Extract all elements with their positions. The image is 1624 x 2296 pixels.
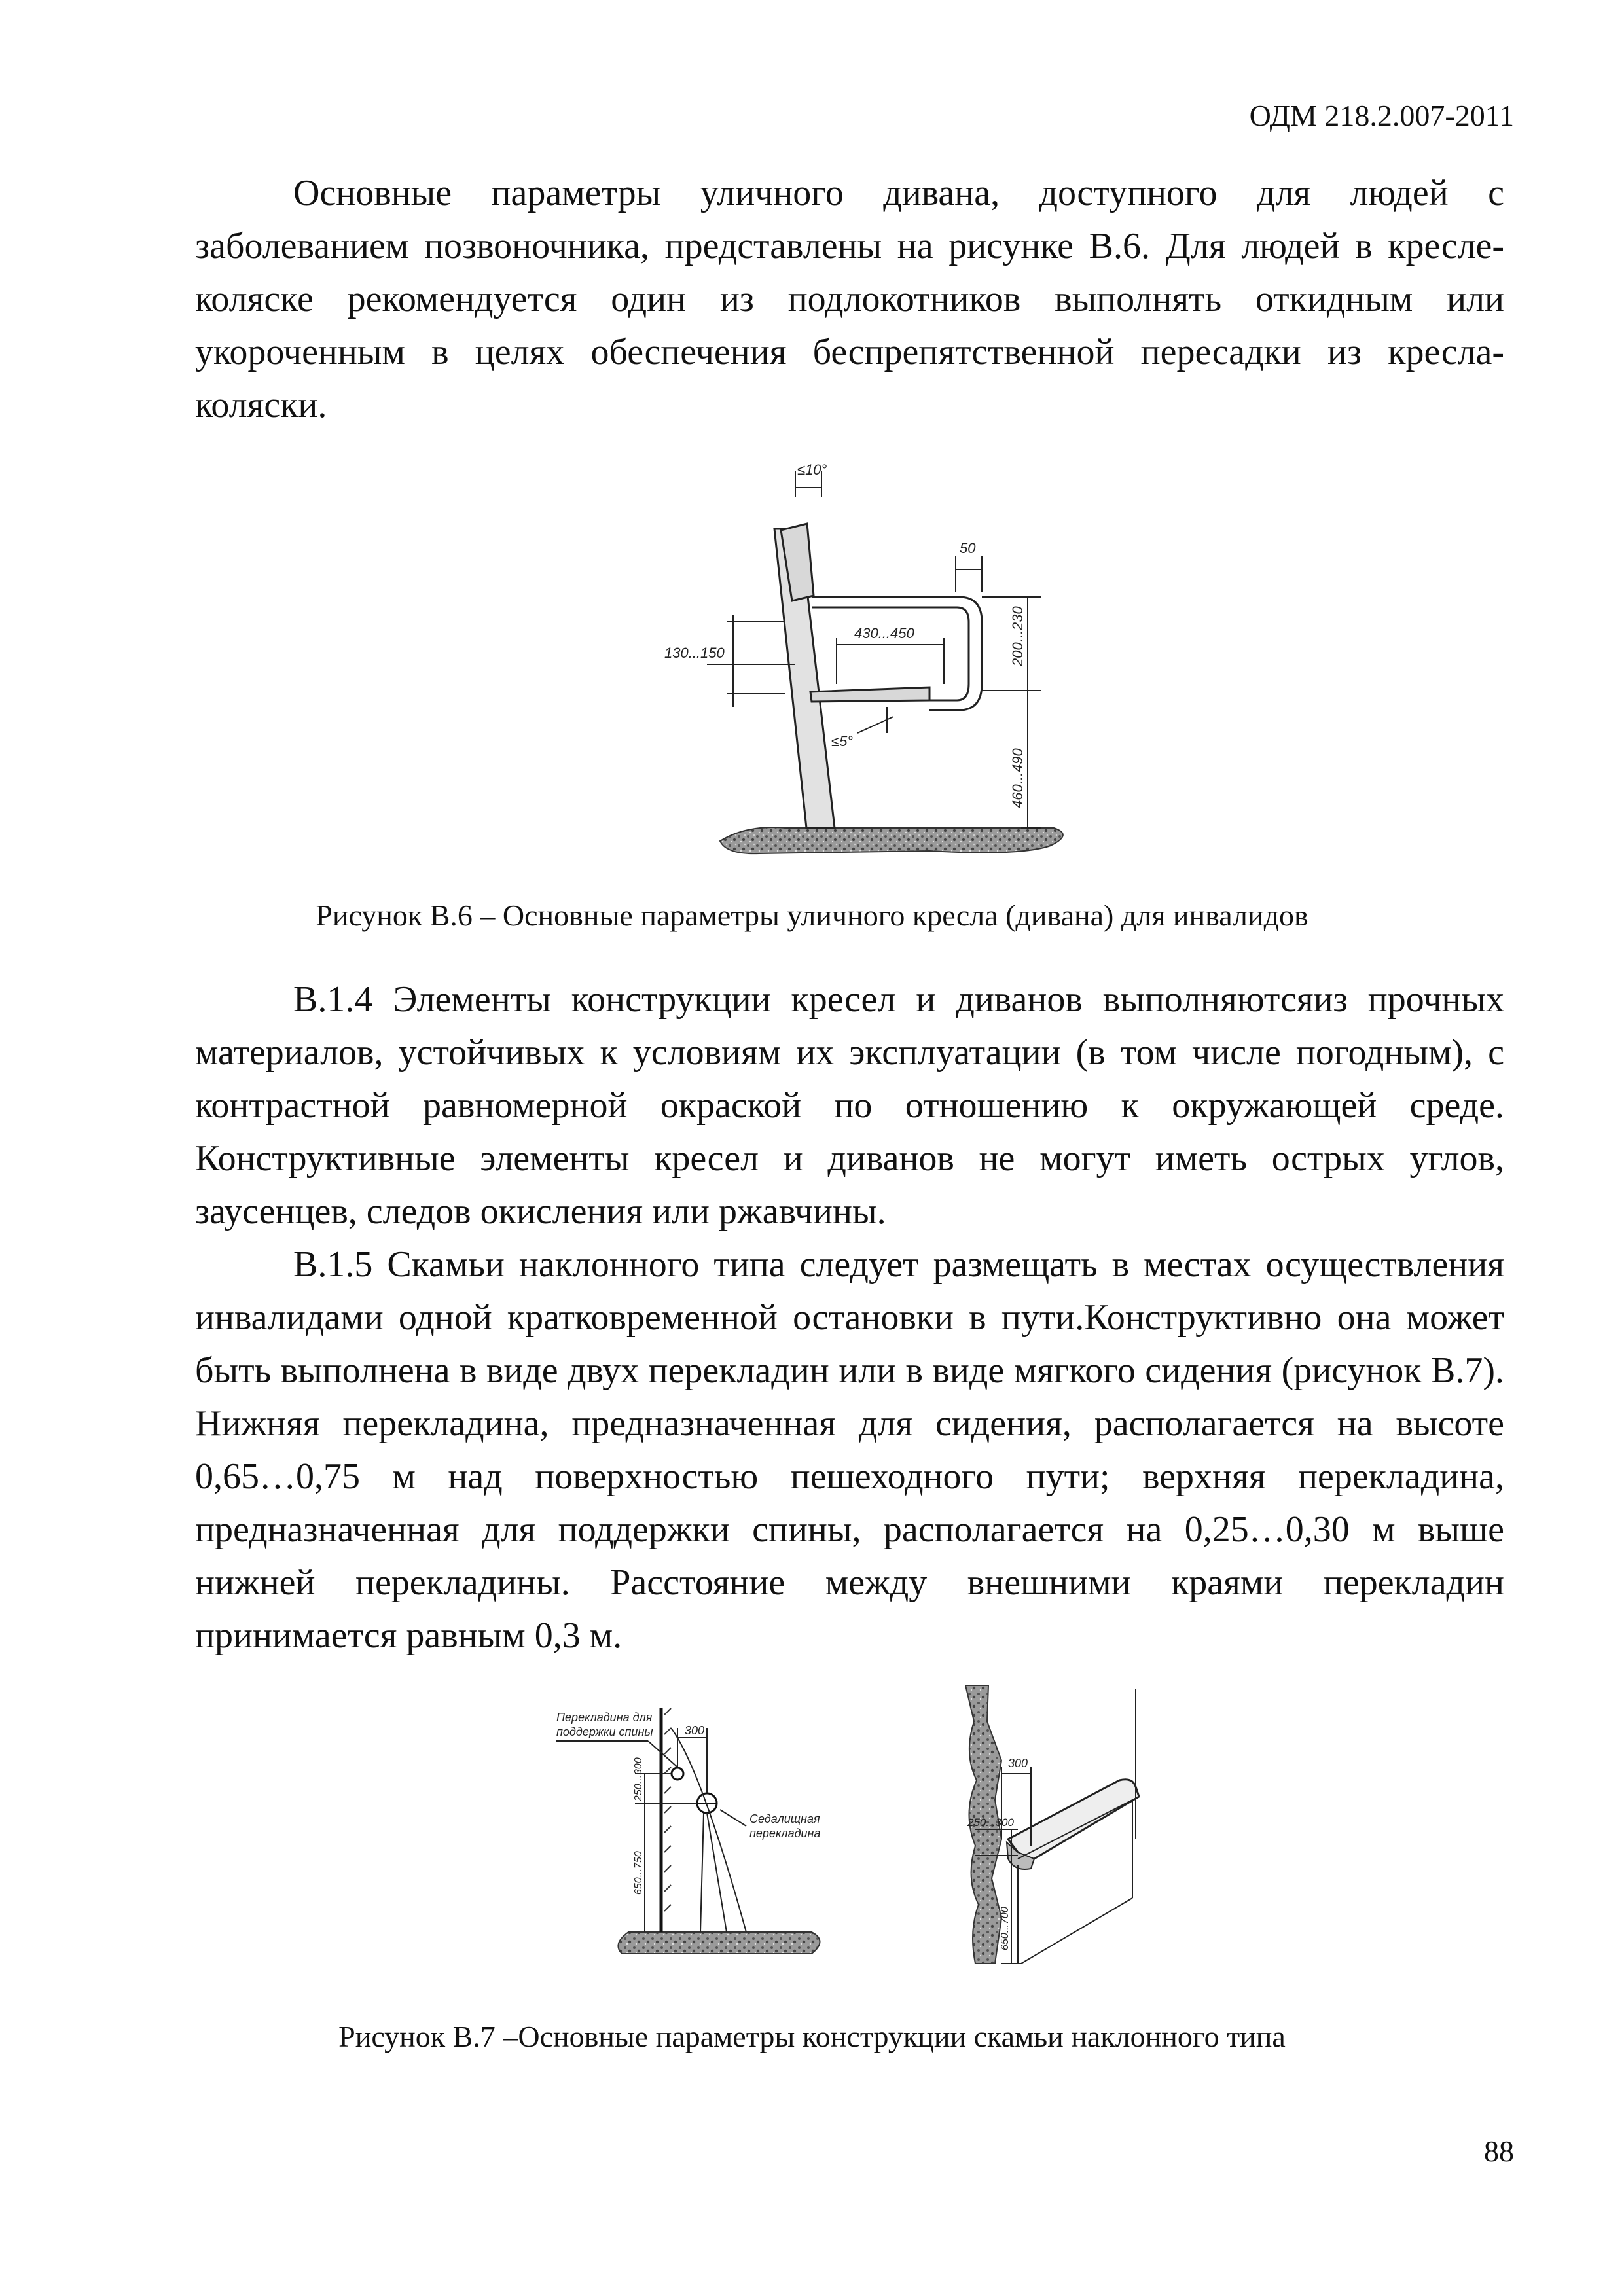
right-height-label: 650...700 [1000, 1907, 1011, 1950]
document-code: ОДМ 218.2.007-2011 [1249, 99, 1514, 132]
figure-b6-caption: Рисунок В.6 – Основные параметры уличного кресла (дивана) для инвалидов [316, 899, 1308, 932]
armrest-height-label: 200...230 [1009, 606, 1026, 666]
back-offset-label: 130...150 [664, 645, 725, 661]
page-number: 88 [1484, 2134, 1514, 2168]
right-vertical-gap-label: 250...300 [967, 1816, 1014, 1829]
sofa-seat [810, 687, 929, 702]
height-label: 650...750 [633, 1851, 644, 1895]
seat-depth-label: 430...450 [854, 625, 914, 641]
right-spacing-label: 300 [1008, 1757, 1028, 1770]
seat-height-label: 460...490 [1009, 748, 1026, 808]
spacing-label: 300 [685, 1724, 705, 1737]
vertical-gap-label: 250...300 [633, 1757, 644, 1801]
armrest-width-label: 50 [960, 540, 976, 556]
paragraph-sofa-parameters: Основные параметры уличного дивана, доступного для людей с заболеванием позвоночника, представлены на рисунке В.6. Для людей в кресле-коляске рекомендуется один из подлокотников выполнять откидным или укороченным в целях обеспечения беспрепятственной пересадки из кресла-коляски. [195, 173, 1504, 425]
back-bar-label-2: поддержки спины [556, 1725, 653, 1738]
figure-b6-sofa-diagram [655, 458, 1100, 880]
seat-bar-label-1: Седалищная [749, 1812, 820, 1825]
paragraph-b-1-4: В.1.4 Элементы конструкции кресел и диванов выполняютсяиз прочных материалов, устойчивых к условиям их эксплуатации (в том числе погодным), с контрастной равномерной окраской по отношению к окружающей среде. Конструктивные элементы кресел и диванов не могут иметь острых углов, заусенцев, следов окисления или ржавчины. [195, 979, 1504, 1232]
seat-bar-label-2: перекладина [749, 1827, 821, 1840]
paragraph-b-1-5: В.1.5 Скамьи наклонного типа следует размещать в местах осуществления инвалидами одной кратковременной остановки в пути.Конструктивно она может быть выполнена в виде двух перекладин или в виде мягкого сидения (рисунок В.7). Нижняя перекладина, предназначенная для сидения, располагается на высоте 0,65…0,75 м над поверхностью пешеходного пути; верхняя перекладина, предназначенная для поддержки спины, располагается на 0,25…0,30 м выше нижней перекладины. Расстояние между внешними краями перекладин принимается равным 0,3 м. [195, 1244, 1504, 1656]
figure-b7-right-diagram [903, 1682, 1152, 1980]
figure-b7-caption: Рисунок В.7 –Основные параметры конструкции скамьи наклонного типа [338, 2020, 1286, 2053]
seat-tilt-label: ≤5° [831, 733, 854, 749]
figure-b7-left-diagram [504, 1689, 871, 1980]
ground-hatch [720, 827, 1063, 853]
back-bar [672, 1768, 683, 1780]
soft-seat [1008, 1780, 1139, 1860]
back-tilt-label: ≤10° [797, 461, 827, 478]
ground-hatch [618, 1932, 820, 1954]
back-bar-label-1: Перекладина для [556, 1711, 653, 1724]
